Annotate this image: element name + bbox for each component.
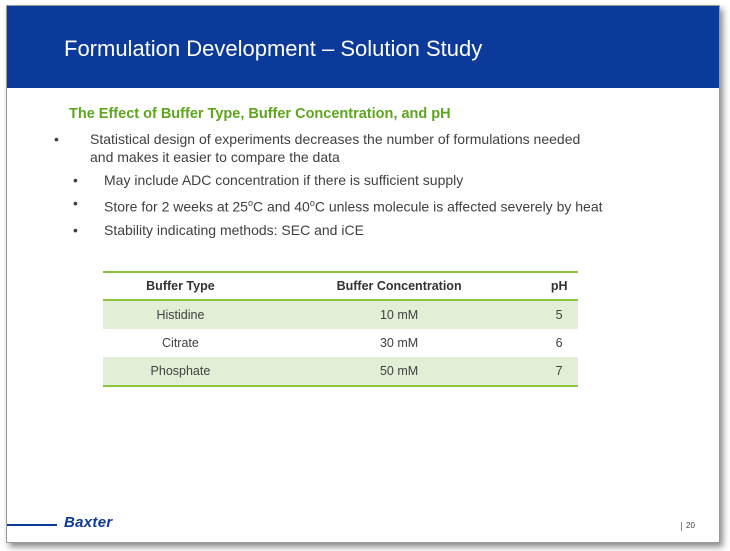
slide <box>6 5 720 543</box>
table-row <box>103 357 578 386</box>
bullet-text-line: Statistical design of experiments decreases the number of formulations needed <box>90 131 581 147</box>
footer-logo-line <box>7 524 57 526</box>
table-cell: 10 mM <box>258 300 540 329</box>
page-number-divider <box>681 522 682 531</box>
header-buffer-type: Buffer Type <box>103 272 258 300</box>
text-run: C unless molecule is affected severely by heat <box>314 198 603 215</box>
header-bar <box>7 6 719 88</box>
header-buffer-concentration: Buffer Concentration <box>258 272 540 300</box>
table-row <box>103 329 578 357</box>
page-number: 20 <box>686 521 695 530</box>
slide-title: Formulation Development – Solution Study <box>64 36 483 61</box>
bullet-icon: • <box>54 131 59 147</box>
sub-bullet-item <box>54 221 704 239</box>
bullet-icon: • <box>73 172 78 188</box>
table-cell: Phosphate <box>103 357 258 386</box>
table-cell: 7 <box>540 357 578 386</box>
text-run: Store for 2 weeks at 25 <box>104 198 248 215</box>
bullet-text <box>54 130 704 166</box>
bullet-text-line: and makes it easier to compare the data <box>90 149 340 165</box>
table-cell: Histidine <box>103 300 258 329</box>
table-cell: 6 <box>555 336 563 350</box>
bullet-text: Stability indicating methods: SEC and iCE <box>104 221 364 238</box>
table-row <box>103 300 578 329</box>
bullet-list <box>54 130 704 244</box>
text-run: C and 40 <box>252 198 310 215</box>
table-cell: Citrate <box>162 336 199 350</box>
buffer-table <box>103 271 578 387</box>
sub-bullet-item <box>54 194 704 216</box>
table-cell: 50 mM <box>258 357 540 386</box>
table-header-row <box>103 272 578 300</box>
baxter-logo: Baxter <box>64 514 113 531</box>
bullet-icon: • <box>73 195 78 211</box>
bullet-icon: • <box>73 221 78 238</box>
bullet-text <box>54 194 704 216</box>
sub-bullet-item <box>54 171 704 189</box>
header-ph: pH <box>540 272 578 300</box>
bullet-text: May include ADC concentration if there is sufficient supply <box>104 172 464 188</box>
superscript: o <box>247 198 253 208</box>
table-cell: 5 <box>540 300 578 329</box>
bullet-item <box>54 130 704 166</box>
superscript: o <box>309 198 315 208</box>
table-cell: 30 mM <box>379 336 419 350</box>
slide-subtitle: The Effect of Buffer Type, Buffer Concentration, and pH <box>69 106 451 122</box>
